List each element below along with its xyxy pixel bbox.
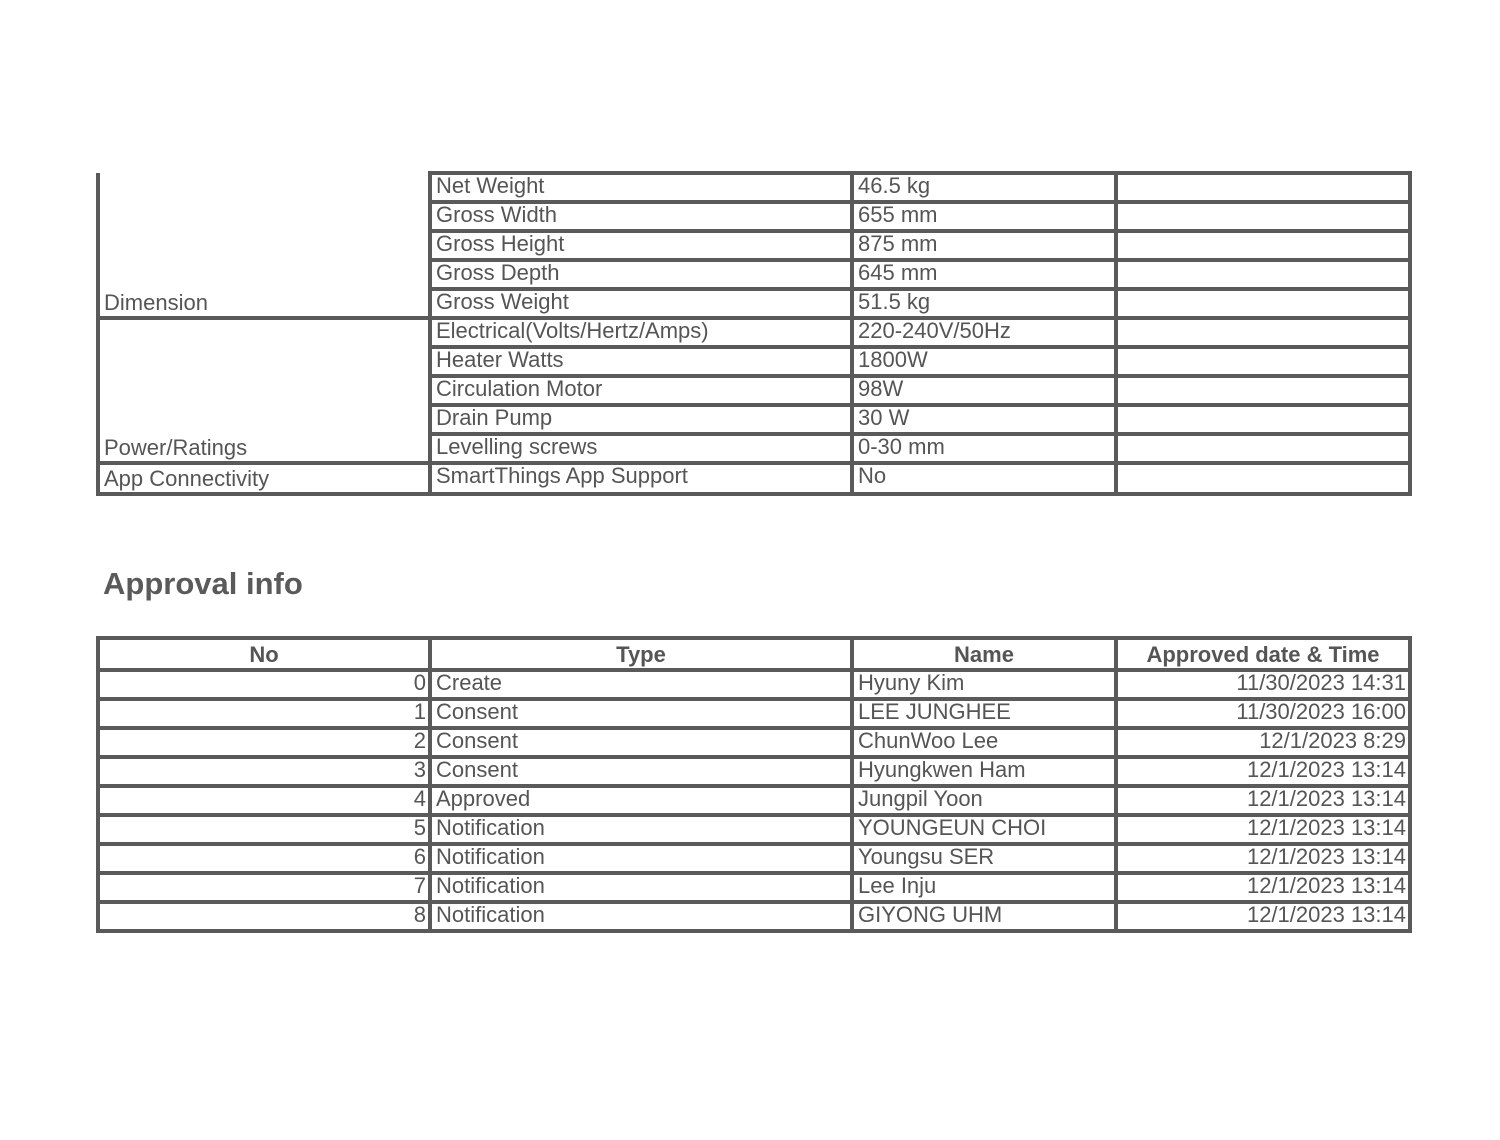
spec-value: 220-240V/50Hz: [852, 318, 1116, 347]
spec-blank: [1116, 318, 1410, 347]
row-date: 11/30/2023 16:00: [1116, 699, 1410, 728]
row-type: Notification: [430, 844, 852, 873]
spec-value: 98W: [852, 376, 1116, 405]
row-name: Jungpil Yoon: [852, 786, 1116, 815]
column-header-name: Name: [852, 638, 1116, 670]
row-no: 5: [98, 815, 430, 844]
row-date: 12/1/2023 8:29: [1116, 728, 1410, 757]
row-type: Approved: [430, 786, 852, 815]
spec-row: [98, 173, 1410, 202]
row-type: Consent: [430, 699, 852, 728]
row-type: Notification: [430, 902, 852, 931]
spec-table: [96, 171, 1412, 496]
table-row: [98, 873, 1410, 902]
spec-blank: [1116, 260, 1410, 289]
row-name: Hyungkwen Ham: [852, 757, 1116, 786]
row-no: 0: [98, 670, 430, 699]
row-type: Notification: [430, 815, 852, 844]
spec-value: 30 W: [852, 405, 1116, 434]
table-row: [98, 844, 1410, 873]
spec-blank: [1116, 347, 1410, 376]
section-title: Approval info: [103, 566, 303, 601]
row-date: 12/1/2023 13:14: [1116, 815, 1410, 844]
spec-item: Net Weight: [430, 173, 852, 202]
column-header-type: Type: [430, 638, 852, 670]
spec-item: Gross Width: [430, 202, 852, 231]
row-name: Lee Inju: [852, 873, 1116, 902]
spec-value: 0-30 mm: [852, 434, 1116, 463]
spec-item: Gross Weight: [430, 289, 852, 318]
spec-value: 46.5 kg: [852, 173, 1116, 202]
row-name: YOUNGEUN CHOI: [852, 815, 1116, 844]
spec-blank: [1116, 434, 1410, 463]
spec-row: [98, 318, 1410, 347]
table-row: [98, 699, 1410, 728]
row-date: 12/1/2023 13:14: [1116, 757, 1410, 786]
row-date: 12/1/2023 13:14: [1116, 844, 1410, 873]
table-row: [98, 728, 1410, 757]
spec-blank: [1116, 463, 1410, 494]
spec-item: SmartThings App Support: [430, 463, 852, 494]
spec-item: Circulation Motor: [430, 376, 852, 405]
row-no: 3: [98, 757, 430, 786]
spec-item: Drain Pump: [430, 405, 852, 434]
spec-value: 1800W: [852, 347, 1116, 376]
approval-header-row: [98, 638, 1410, 670]
spec-value: 655 mm: [852, 202, 1116, 231]
row-no: 4: [98, 786, 430, 815]
row-type: Create: [430, 670, 852, 699]
row-type: Notification: [430, 873, 852, 902]
row-no: 6: [98, 844, 430, 873]
spec-blank: [1116, 289, 1410, 318]
approval-table: [96, 636, 1412, 933]
row-name: Youngsu SER: [852, 844, 1116, 873]
spec-row: [98, 463, 1410, 494]
row-no: 7: [98, 873, 430, 902]
spec-group-label: App Connectivity: [98, 463, 430, 494]
row-type: Consent: [430, 757, 852, 786]
spec-item: Gross Depth: [430, 260, 852, 289]
spec-value: 51.5 kg: [852, 289, 1116, 318]
spec-blank: [1116, 405, 1410, 434]
table-row: [98, 815, 1410, 844]
column-header-no: No: [98, 638, 430, 670]
spec-blank: [1116, 376, 1410, 405]
spec-item: Electrical(Volts/Hertz/Amps): [430, 318, 852, 347]
column-header-date: Approved date & Time: [1116, 638, 1410, 670]
row-type: Consent: [430, 728, 852, 757]
spec-group-label: Dimension: [98, 173, 430, 318]
row-name: GIYONG UHM: [852, 902, 1116, 931]
spec-group-label: Power/Ratings: [98, 318, 430, 463]
row-no: 1: [98, 699, 430, 728]
spec-value: 645 mm: [852, 260, 1116, 289]
row-date: 12/1/2023 13:14: [1116, 786, 1410, 815]
spec-blank: [1116, 231, 1410, 260]
row-name: ChunWoo Lee: [852, 728, 1116, 757]
spec-item: Heater Watts: [430, 347, 852, 376]
row-name: LEE JUNGHEE: [852, 699, 1116, 728]
row-no: 8: [98, 902, 430, 931]
table-row: [98, 786, 1410, 815]
row-no: 2: [98, 728, 430, 757]
table-row: [98, 670, 1410, 699]
table-row: [98, 757, 1410, 786]
row-date: 12/1/2023 13:14: [1116, 902, 1410, 931]
spec-blank: [1116, 202, 1410, 231]
spec-blank: [1116, 173, 1410, 202]
spec-item: Gross Height: [430, 231, 852, 260]
row-name: Hyuny Kim: [852, 670, 1116, 699]
row-date: 11/30/2023 14:31: [1116, 670, 1410, 699]
row-date: 12/1/2023 13:14: [1116, 873, 1410, 902]
spec-value: No: [852, 463, 1116, 494]
table-row: [98, 902, 1410, 931]
spec-value: 875 mm: [852, 231, 1116, 260]
spec-item: Levelling screws: [430, 434, 852, 463]
